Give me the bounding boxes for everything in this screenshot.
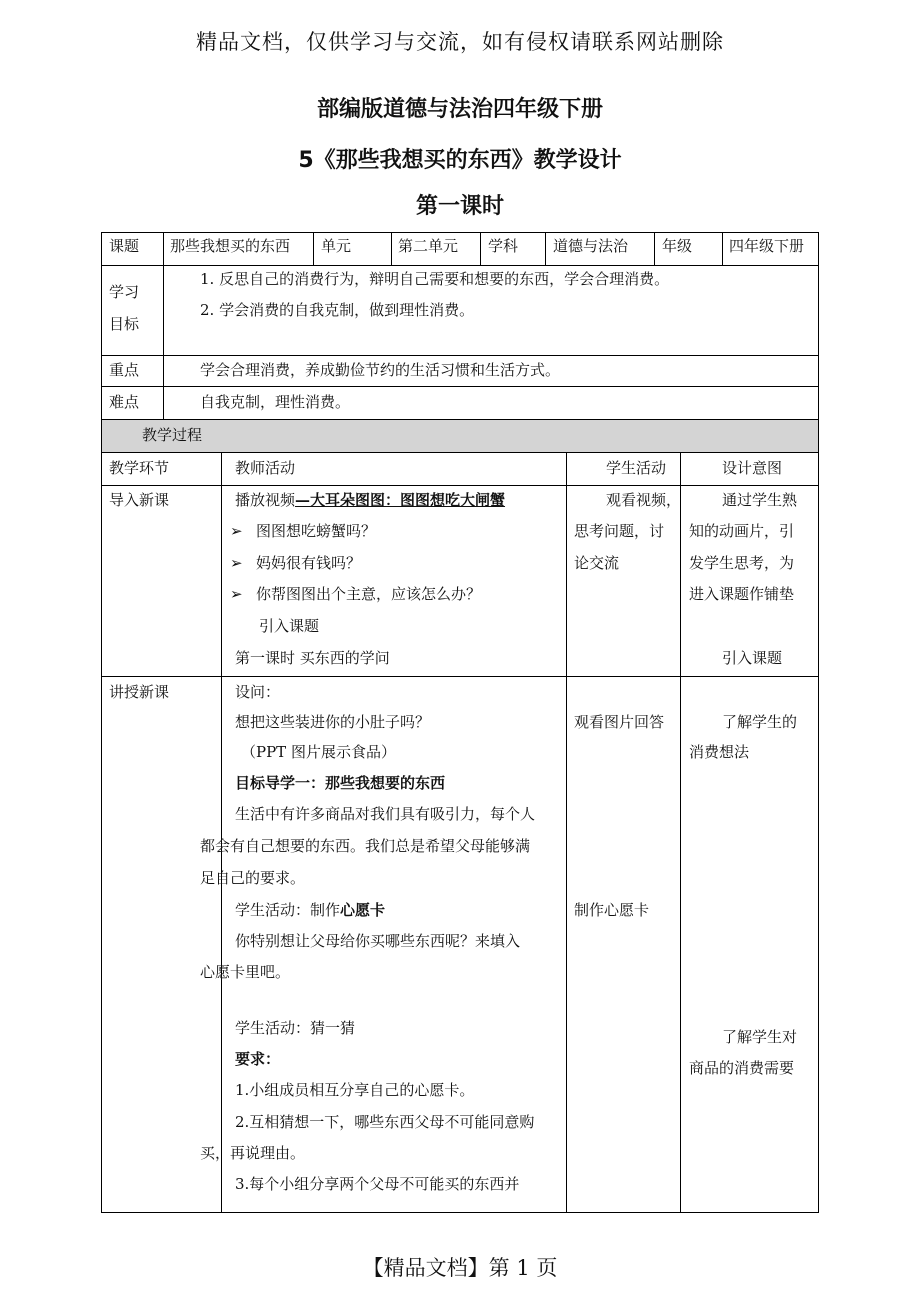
arrow-bullet-icon: ➢ xyxy=(230,522,243,540)
topic-label: 课题 xyxy=(109,237,140,255)
lecture-intent-4: 商品的消费需要 xyxy=(689,1059,795,1077)
key-text: 学会合理消费，养成勤俭节约的生活习惯和生活方式。 xyxy=(200,361,561,379)
subject-value: 道德与法治 xyxy=(553,237,629,255)
intro-intent-2: 知的动画片，引 xyxy=(689,522,795,540)
lecture-line: 都会有自己想要的东西。我们总是希望父母能够满 xyxy=(200,837,531,855)
col-teacher: 教师活动 xyxy=(235,459,296,477)
grade-label: 年级 xyxy=(662,237,693,255)
arrow-bullet-icon: ➢ xyxy=(230,585,243,603)
intro-question-3: ➢ 你帮图图出个主意，应该怎么办？ xyxy=(230,585,482,603)
lecture-activity: 学生活动：猜一猜 xyxy=(235,1019,356,1037)
intro-student-2: 思考问题，讨 xyxy=(574,522,665,540)
lecture-goal-heading: 目标导学一：那些我想要的东西 xyxy=(235,774,446,792)
intro-intent-3: 发学生思考，为 xyxy=(689,554,795,572)
page-footer: 【精品文档】第 1 页 xyxy=(362,1256,558,1280)
intro-video-prefix: 播放视频 xyxy=(235,491,296,509)
lecture-line: 2.互相猜想一下，哪些东西父母不可能同意购 xyxy=(235,1113,535,1131)
arrow-bullet-icon: ➢ xyxy=(230,554,243,572)
doc-subtitle: 5《那些我想买的东西》教学设计 xyxy=(298,148,622,173)
difficult-text: 自我克制，理性消费。 xyxy=(200,393,351,411)
goal-item-2: 2. 学会消费的自我克制，做到理性消费。 xyxy=(200,301,475,319)
unit-value: 第二单元 xyxy=(398,237,459,255)
intro-question-2: ➢ 妈妈很有钱吗？ xyxy=(230,554,362,572)
lecture-line: 想把这些装进你的小肚子吗？ xyxy=(235,713,431,731)
unit-label: 单元 xyxy=(321,237,352,255)
subject-label: 学科 xyxy=(488,237,519,255)
lecture-step: 讲授新课 xyxy=(109,683,170,701)
lecture-line: 1.小组成员相互分享自己的心愿卡。 xyxy=(235,1081,475,1099)
intro-step: 导入新课 xyxy=(109,491,170,509)
grade-value: 四年级下册 xyxy=(729,237,805,255)
goals-label-2: 目标 xyxy=(109,315,140,333)
lecture-intent-1: 了解学生的 xyxy=(722,713,798,731)
process-title: 教学过程 xyxy=(142,426,203,444)
lecture-student-2: 制作心愿卡 xyxy=(574,901,650,919)
lesson-title: 第一课时 xyxy=(415,194,504,219)
intro-video-title: —大耳朵图图：图图想吃大闸蟹 xyxy=(295,491,506,509)
intro-intent-4: 进入课题作铺垫 xyxy=(689,585,795,603)
col-step: 教学环节 xyxy=(109,459,170,477)
intro-lead: 引入课题 xyxy=(259,617,320,635)
lecture-line: 买，再说理由。 xyxy=(200,1144,306,1162)
lecture-line: 你特别想让父母给你买哪些东西呢？来填入 xyxy=(235,932,521,950)
lecture-intent-2: 消费想法 xyxy=(689,743,750,761)
col-intent: 设计意图 xyxy=(722,459,783,477)
difficult-label: 难点 xyxy=(109,393,140,411)
col-student: 学生活动 xyxy=(606,459,667,477)
intro-question-1: ➢ 图图想吃螃蟹吗？ xyxy=(230,522,377,540)
doc-title: 部编版道德与法治四年级下册 xyxy=(316,97,603,122)
intro-intent-1: 通过学生熟 xyxy=(722,491,798,509)
intro-video xyxy=(235,490,505,510)
lecture-activity: 学生活动：制作心愿卡 xyxy=(235,901,386,919)
topic-value: 那些我想买的东西 xyxy=(170,237,291,255)
lecture-line: 足自己的要求。 xyxy=(200,869,306,887)
intro-intent-5: 引入课题 xyxy=(722,649,783,667)
lecture-line: 心愿卡里吧。 xyxy=(200,963,291,981)
intro-lesson: 第一课时 买东西的学问 xyxy=(235,649,390,667)
lecture-line: （PPT 图片展示食品） xyxy=(241,743,396,761)
key-label: 重点 xyxy=(109,361,140,379)
lecture-student-1: 观看图片回答 xyxy=(574,713,665,731)
intro-student-1: 观看视频， xyxy=(606,491,682,509)
intro-student-3: 论交流 xyxy=(574,554,620,572)
goals-label-1: 学习 xyxy=(109,283,140,301)
goal-item-1: 1. 反思自己的消费行为，辩明自己需要和想要的东西，学会合理消费。 xyxy=(200,270,670,288)
lecture-line: 3.每个小组分享两个父母不可能买的东西并 xyxy=(235,1175,520,1193)
lecture-intent-3: 了解学生对 xyxy=(722,1028,798,1046)
lecture-line: 生活中有许多商品对我们具有吸引力，每个人 xyxy=(235,805,536,823)
page-header: 精品文档，仅供学习与交流，如有侵权请联系网站删除 xyxy=(196,30,724,54)
process-header-fill xyxy=(102,420,818,452)
lecture-requirement-heading: 要求： xyxy=(235,1050,281,1068)
lecture-line: 设问： xyxy=(235,683,281,701)
wish-card-term: 心愿卡 xyxy=(340,901,386,919)
